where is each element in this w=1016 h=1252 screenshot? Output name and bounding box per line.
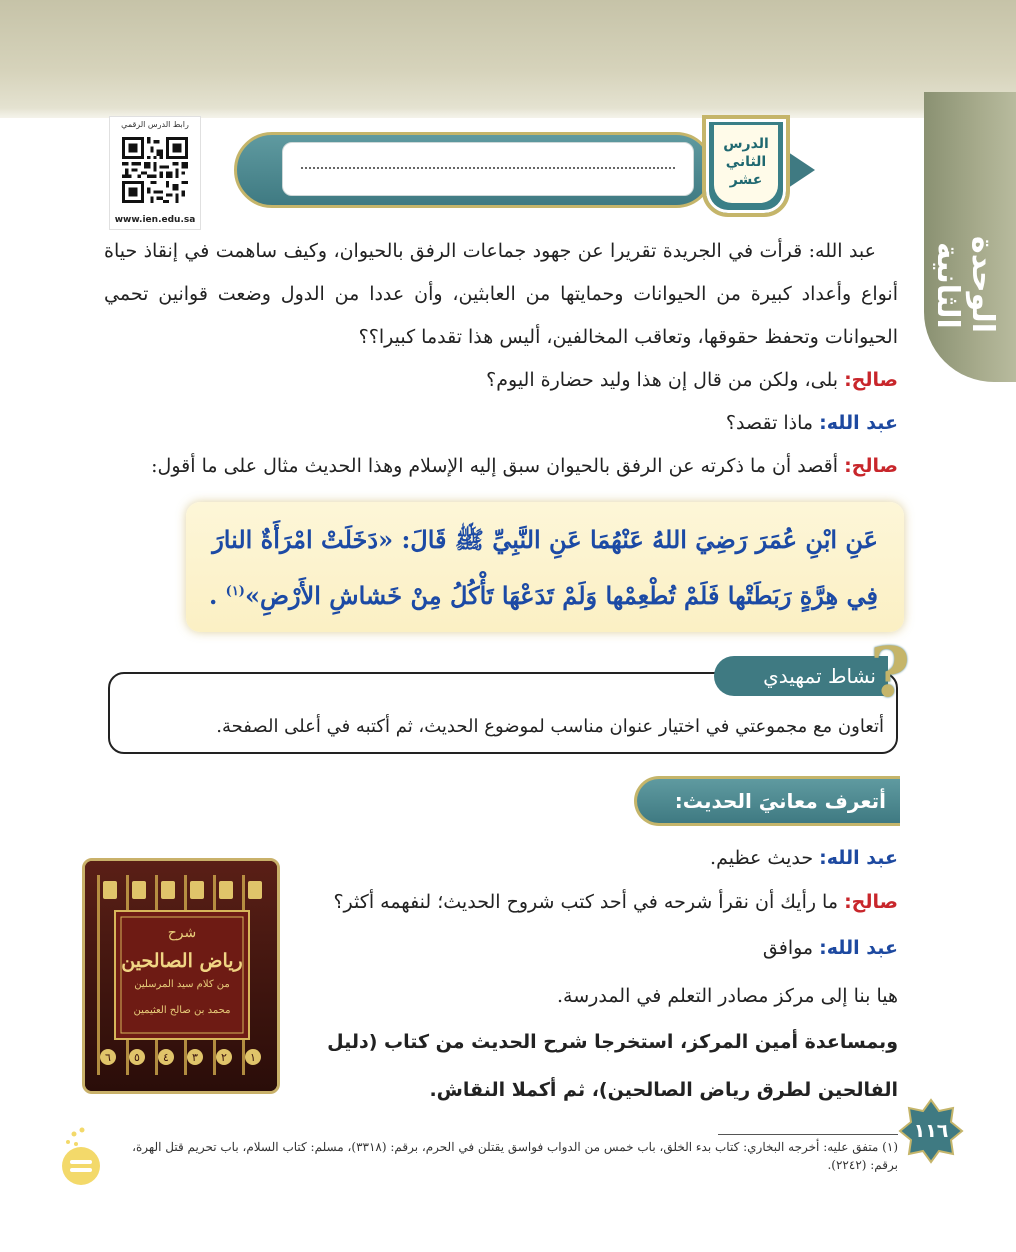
lesson-badge-line2: الثاني xyxy=(725,154,767,170)
title-dotted-line xyxy=(301,167,675,169)
book-title-top: شرح xyxy=(167,925,197,941)
instruction-line-1: وبمساعدة أمين المركز، استخرجا شرح الحديث من كتاب (دليل xyxy=(327,1031,898,1053)
footnote-ref[interactable]: (١) xyxy=(225,584,245,599)
activity-text: أتعاون مع مجموعتي في اختيار عنوان مناسب لموضوع الحديث، ثم أكتبه في أعلى الصفحة. xyxy=(216,716,884,737)
dialogue-text: ماذا تقصد؟ xyxy=(725,412,820,434)
section-heading: أتعرف معانيَ الحديث: xyxy=(634,776,900,826)
qr-title: رابط الدرس الرقمي xyxy=(121,120,189,129)
activity-tab: نشاط تمهيدي xyxy=(714,656,888,696)
volume-number: ٦ xyxy=(105,1051,111,1064)
hadith-body: عَنِ ابْنِ عُمَرَ رَضِيَ اللهُ عَنْهُمَا عَنِ النَّبِيِّ ﷺ قَالَ: «دَخَلَتْ امْرَأَةٌ النارَ فِي هِرَّةٍ رَبَطَتْها فَلَمْ تُطْعِمْها وَلَمْ تَدَعْهَا تَأْكُلُ مِنْ خَشاشِ الأَرْضِ» xyxy=(212,525,878,610)
book-cover-image xyxy=(82,858,280,1094)
intro-paragraph: عبد الله: قرأت في الجريدة تقريرا عن جهود جماعات الرفق بالحيوان، وكيف ساهمت في إنقاذ حياة أنواع وأعداد كبيرة من الحيوانات وحمايتها من العابثين، وأن عددا من الدول وضعت قوانين تحمي الحيوانات وتحفظ حقوقها، وتعاقب المخالفين، أليس هذا تقدما كبيرا؟؟ xyxy=(104,240,898,348)
speaker-name: صالح: xyxy=(844,891,898,913)
dialogue-line xyxy=(100,403,898,443)
hadith-box xyxy=(186,502,904,632)
dialogue-line xyxy=(300,882,898,922)
publisher-logo-icon xyxy=(56,1122,106,1188)
speaker-name: عبد الله: xyxy=(819,412,898,434)
hadith-text xyxy=(200,514,878,622)
book-title: رياض الصالحين xyxy=(121,950,243,972)
unit-label: الوحدة الثانية xyxy=(930,236,1000,334)
speaker-name: عبد الله: xyxy=(819,847,898,869)
speaker-name: عبد الله: xyxy=(819,937,898,959)
dialogue-text: حديث عظيم. xyxy=(710,847,820,869)
dialogue-text: ما رأيك أن نقرأ شرحه في أحد كتب شروح الحديث؛ لنفهمه أكثر؟ xyxy=(333,891,845,913)
lesson-title-field[interactable] xyxy=(282,142,694,196)
dialogue-line xyxy=(300,838,898,878)
qr-code-icon[interactable] xyxy=(122,137,188,203)
instruction-line-2: الفالحين لطرق رياض الصالحين)، ثم أكملا النقاش. xyxy=(429,1079,898,1101)
closing-line: هيا بنا إلى مركز مصادر التعلم في المدرسة. xyxy=(557,985,898,1007)
page-number: ١١٦ xyxy=(913,1120,949,1142)
volume-number: ٣ xyxy=(192,1051,198,1064)
lesson-badge xyxy=(702,115,790,217)
footnote: (١) متفق عليه: أخرجه البخاري: كتاب بدء الخلق، باب خمس من الدواب فواسق يقتلن في الحرم، برقم: (٣٣١٨)، مسلم: كتاب السلام، باب تحريم قتل الهرة، برقم: (٢٢٤٢). xyxy=(132,1140,898,1172)
header-band xyxy=(0,0,1016,118)
footnote-divider xyxy=(718,1134,898,1135)
volume-number: ٤ xyxy=(163,1051,169,1064)
dialogue-line xyxy=(100,360,898,400)
book-author: محمد بن صالح العثيمين xyxy=(133,1005,231,1016)
volume-number: ٥ xyxy=(134,1051,140,1064)
unit-side-tab xyxy=(924,92,1016,382)
hadith-end: . xyxy=(208,581,226,610)
dialogue-text: موافق xyxy=(762,937,820,959)
question-mark-icon: ? xyxy=(870,633,910,713)
dialogue-text: بلى، ولكن من قال إن هذا وليد حضارة اليوم؟ xyxy=(486,369,845,391)
book-subtitle: من كلام سيد المرسلين xyxy=(134,979,230,990)
dialogue-line xyxy=(100,446,898,486)
page-number-badge xyxy=(898,1098,964,1164)
qr-url[interactable]: www.ien.edu.sa xyxy=(114,215,196,225)
speaker-name: صالح: xyxy=(844,455,898,477)
volume-number: ٢ xyxy=(221,1051,227,1064)
book-set-icon xyxy=(85,861,277,1091)
dialogue-text: أقصد أن ما ذكرته عن الرفق بالحيوان سبق إليه الإسلام وهذا الحديث مثال على ما أقول: xyxy=(151,455,845,477)
lesson-badge-line3: عشر xyxy=(729,172,763,188)
lesson-badge-line1: الدرس xyxy=(723,136,769,152)
dialogue-line xyxy=(300,928,898,968)
qr-code-card[interactable] xyxy=(109,116,201,230)
speaker-name: صالح: xyxy=(844,369,898,391)
volume-number: ١ xyxy=(250,1051,256,1064)
